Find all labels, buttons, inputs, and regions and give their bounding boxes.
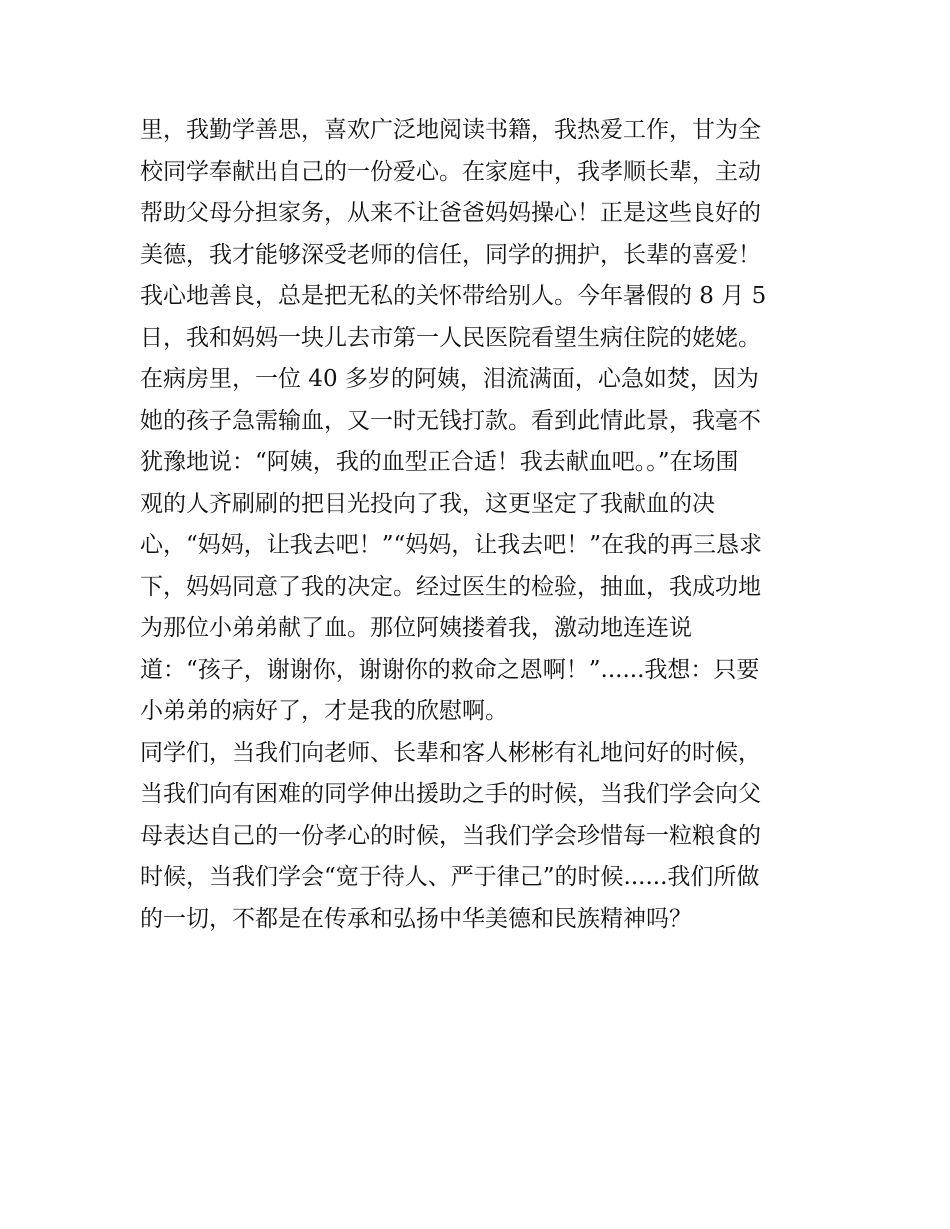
- text-line-8: 她的孩子急需输血，又一时无钱打款。看到此情此景，我毫不: [140, 407, 761, 434]
- text-line-5: 我心地善良，总是把无私的关怀带给别人。今年暑假的 8 月 5: [140, 283, 767, 309]
- text-line-18: 母表达自己的一份孝心的时候，当我们学会珍惜每一粒粮食的: [140, 822, 761, 849]
- text-line-7: 在病房里，一位 40 多岁的阿姨，泪流满面，心急如焚，因为: [140, 366, 759, 392]
- text-line-20: 的一切，不都是在传承和弘扬中华美德和民族精神吗？: [140, 905, 692, 932]
- text-line-10: 观的人齐刷刷的把目光投向了我，这更坚定了我献血的决: [140, 490, 715, 517]
- text-line-6: 日，我和妈妈一块儿去市第一人民医院看望生病住院的姥姥。: [140, 324, 761, 351]
- text-line-14: 道：“孩子，谢谢你，谢谢你的救命之恩啊！”......我想：只要: [140, 656, 760, 683]
- text-line-16: 同学们，当我们向老师、长辈和客人彬彬有礼地问好的时候，: [140, 739, 761, 766]
- text-line-9: 犹豫地说：“阿姨，我的血型正合适！我去献血吧。。”在场围: [140, 449, 739, 475]
- text-line-3: 帮助父母分担家务，从来不让爸爸妈妈操心！正是这些良好的: [140, 200, 761, 226]
- text-line-15: 小弟弟的病好了，才是我的欣慰啊。: [140, 698, 508, 724]
- text-line-2: 校同学奉献出自己的一份爱心。在家庭中，我孝顺长辈，主动: [140, 158, 761, 185]
- text-line-11: 心，“妈妈，让我去吧！”“妈妈，让我去吧！”在我的再三恳求: [140, 532, 763, 558]
- text-line-1: 里，我勤学善思，喜欢广泛地阅读书籍，我热爱工作，甘为全: [140, 117, 761, 143]
- text-line-13: 为那位小弟弟献了血。那位阿姨搂着我，激动地连连说: [140, 615, 692, 641]
- text-line-12: 下，妈妈同意了我的决定。经过医生的检验，抽血，我成功地: [140, 573, 761, 600]
- body-text: [140, 110, 820, 940]
- text-line-4: 美德，我才能够深受老师的信任，同学的拥护，长辈的喜爱！: [140, 241, 761, 268]
- text-line-19: 时候，当我们学会“宽于待人、严于律己”的时候......我们所做: [140, 864, 760, 890]
- text-line-17: 当我们向有困难的同学伸出援助之手的时候，当我们学会向父: [140, 781, 761, 807]
